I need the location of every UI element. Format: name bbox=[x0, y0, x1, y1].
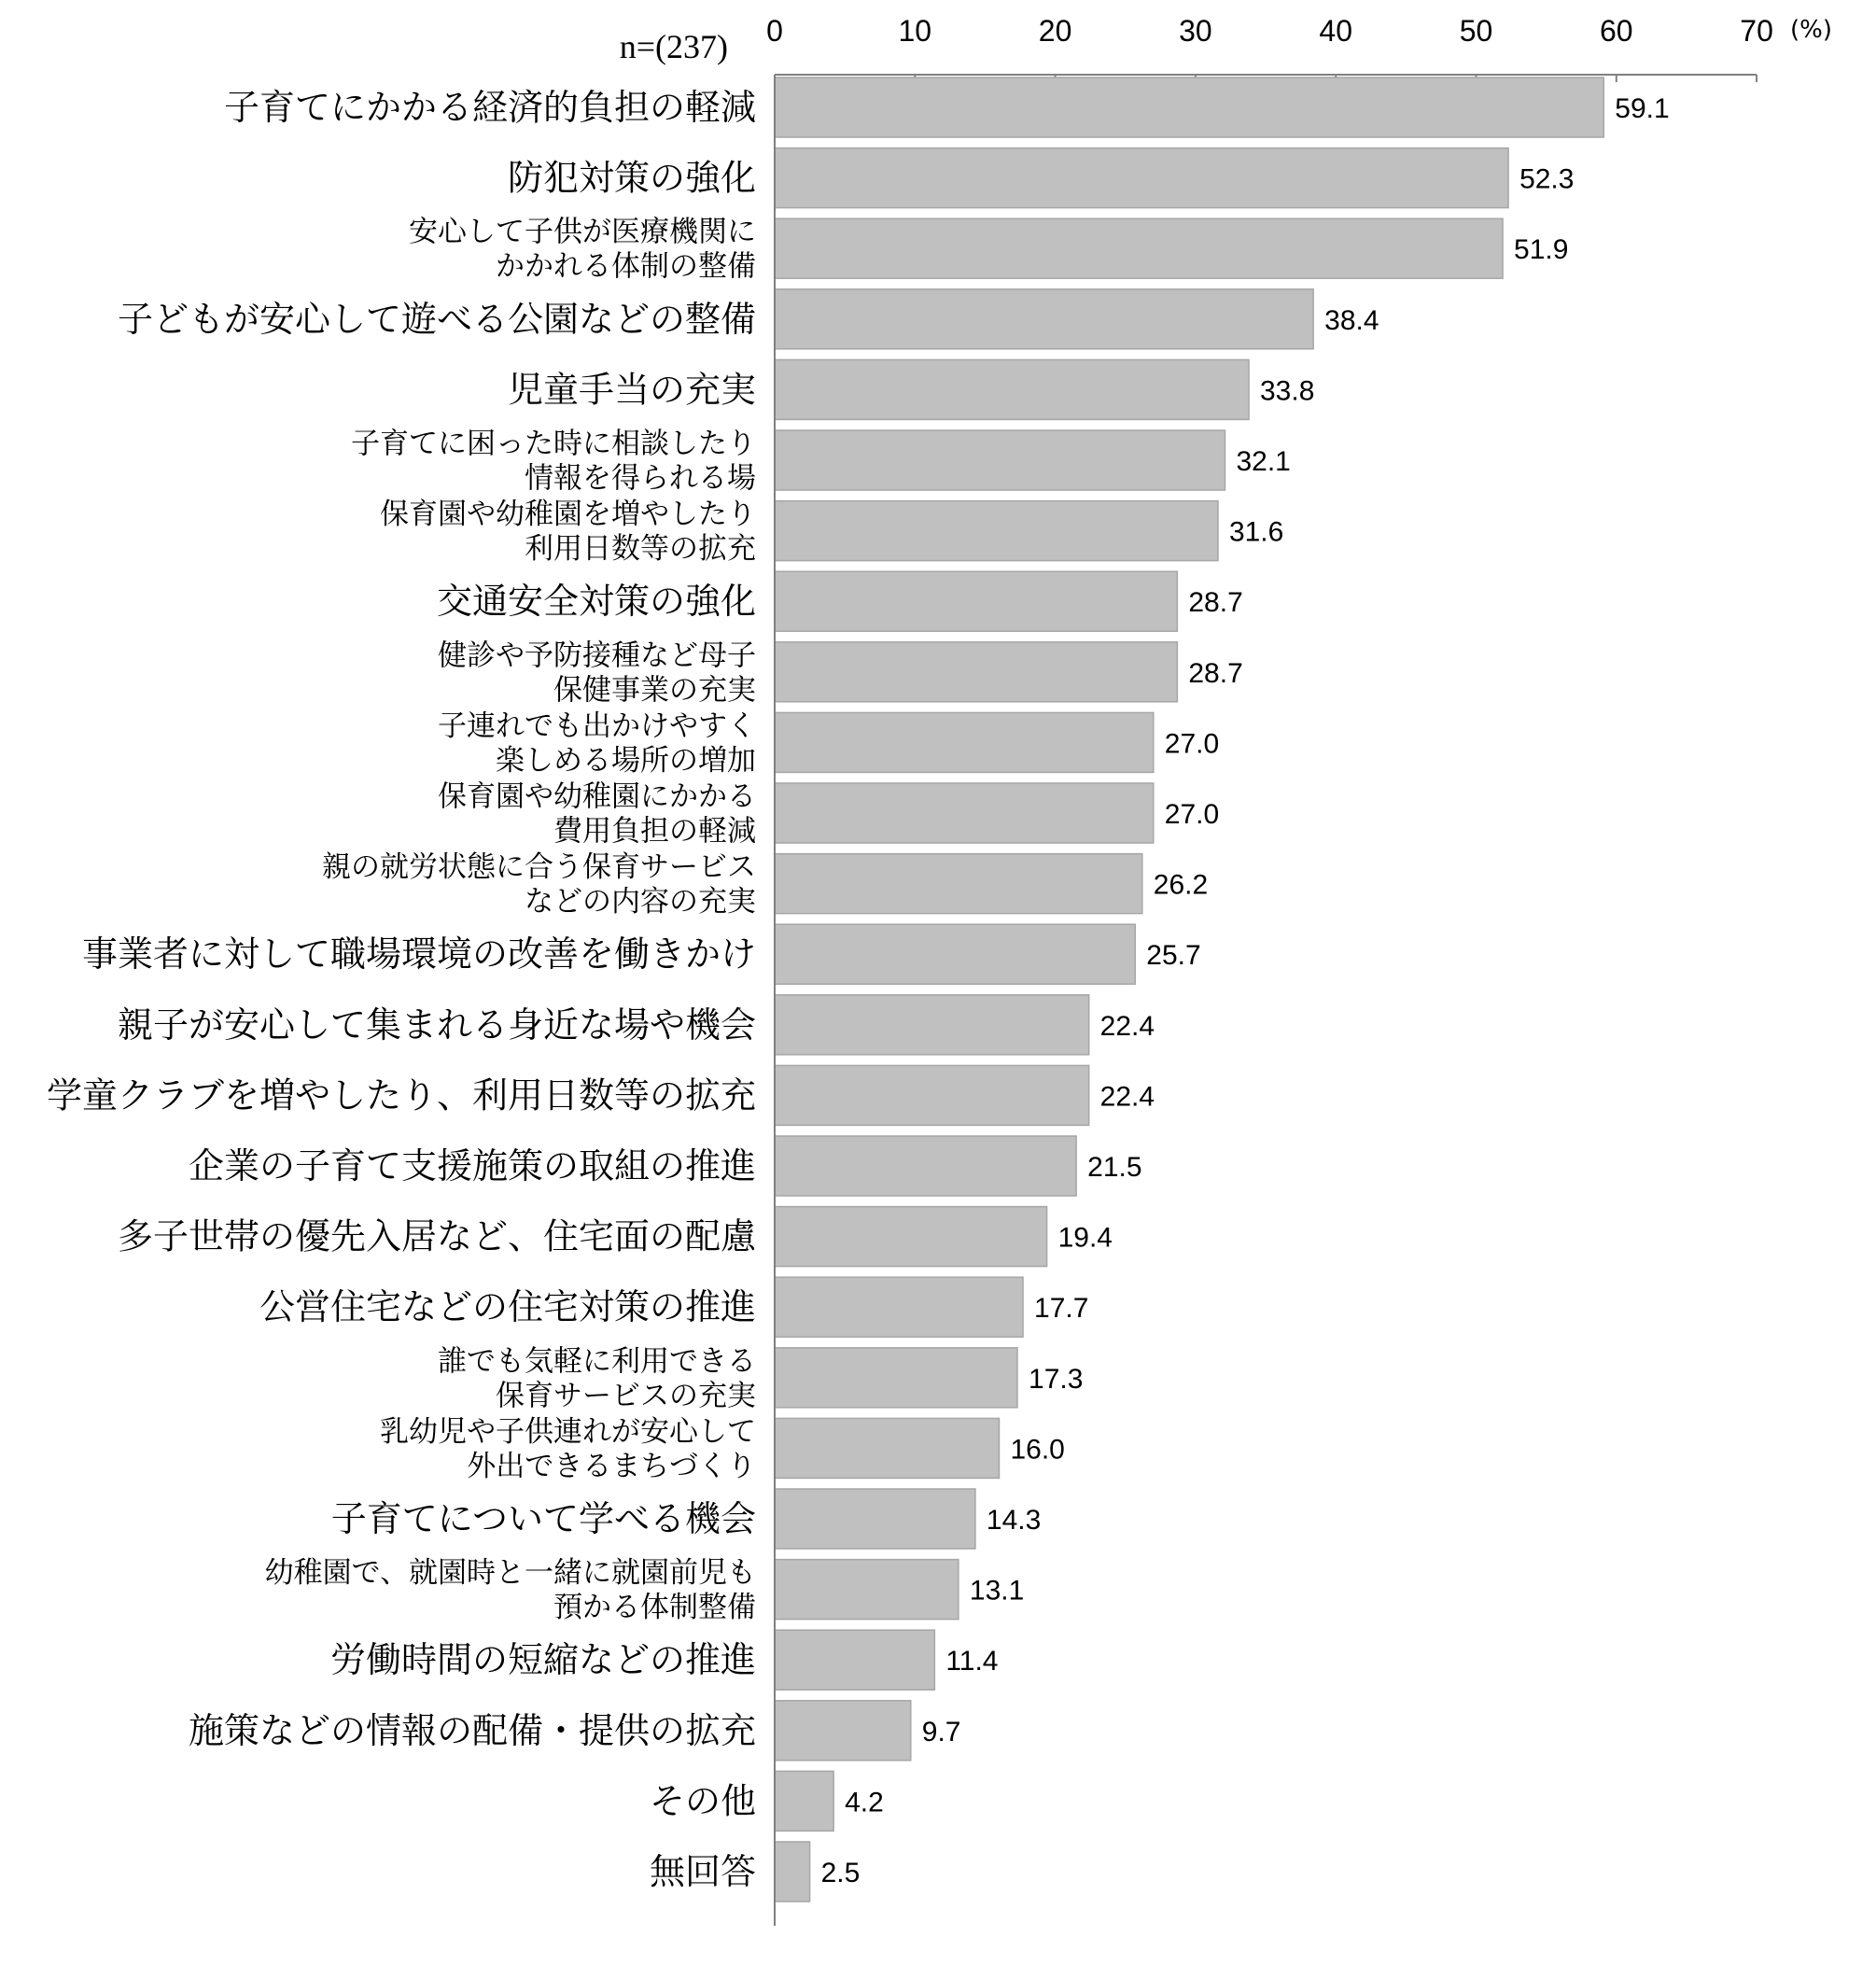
category-label: 企業の子育て支援施策の取組の推進 bbox=[188, 1145, 756, 1186]
category-label: 情報を得られる場 bbox=[525, 461, 756, 496]
bar-value-label: 11.4 bbox=[945, 1646, 999, 1677]
category-label: などの内容の充実 bbox=[525, 885, 756, 919]
category-label: 費用負担の軽減 bbox=[553, 814, 756, 849]
category-label: 交通安全対策の強化 bbox=[436, 581, 756, 623]
bar bbox=[775, 1489, 975, 1549]
bar bbox=[775, 995, 1089, 1055]
bar-value-label: 33.8 bbox=[1260, 375, 1315, 407]
bar bbox=[775, 1842, 810, 1902]
axis-unit-label: (%) bbox=[1790, 16, 1832, 44]
category-label: 楽しめる場所の増加 bbox=[496, 743, 756, 778]
bar-value-label: 22.4 bbox=[1099, 1081, 1155, 1113]
bar-value-label: 14.3 bbox=[986, 1505, 1042, 1536]
bar bbox=[775, 289, 1313, 349]
bar bbox=[775, 1630, 934, 1690]
category-label: 健診や予防接種など母子 bbox=[438, 639, 756, 673]
category-label: 公営住宅などの住宅対策の推進 bbox=[259, 1286, 756, 1328]
x-tick-label: 20 bbox=[1038, 14, 1072, 48]
x-tick-label: 30 bbox=[1179, 14, 1212, 48]
bar-value-label: 59.1 bbox=[1615, 93, 1670, 124]
bar bbox=[775, 77, 1603, 137]
category-label: 利用日数等の拡充 bbox=[525, 532, 756, 567]
bar-value-label: 28.7 bbox=[1188, 657, 1243, 689]
category-label: 事業者に対して職場環境の改善を働きかけ bbox=[81, 933, 756, 975]
bar bbox=[775, 1560, 959, 1620]
category-label: 乳幼児や子供連れが安心して bbox=[380, 1414, 756, 1449]
bar bbox=[775, 1136, 1076, 1196]
category-label: 保健事業の充実 bbox=[553, 673, 756, 708]
bar-value-label: 17.3 bbox=[1029, 1363, 1084, 1395]
category-label: 多子世帯の優先入居など、住宅面の配慮 bbox=[117, 1215, 756, 1257]
bar-value-label: 27.0 bbox=[1164, 799, 1220, 830]
bar-value-label: 2.5 bbox=[820, 1858, 861, 1888]
bar bbox=[775, 571, 1177, 631]
bar bbox=[775, 783, 1154, 843]
category-label: 誰でも気軽に利用できる bbox=[438, 1344, 756, 1379]
category-label: 安心して子供が医療機関に bbox=[409, 215, 756, 249]
x-tick-label: 40 bbox=[1319, 14, 1352, 48]
bar bbox=[775, 148, 1508, 208]
category-label: 幼稚園で、就園時と一緒に就園前児も bbox=[264, 1556, 756, 1591]
category-label: 保育園や幼稚園にかかる bbox=[438, 779, 756, 814]
bar-value-label: 25.7 bbox=[1146, 940, 1201, 972]
bar-value-label: 17.7 bbox=[1034, 1293, 1089, 1325]
category-label: かかれる体制の整備 bbox=[496, 249, 756, 284]
x-tick-label: 60 bbox=[1600, 14, 1633, 48]
bar-value-label: 13.1 bbox=[969, 1575, 1025, 1607]
category-label: 学童クラブを増やしたり、利用日数等の拡充 bbox=[46, 1074, 756, 1116]
bar-value-label: 31.6 bbox=[1228, 516, 1284, 548]
bar bbox=[775, 712, 1154, 772]
bar-value-label: 27.0 bbox=[1164, 728, 1220, 760]
bar bbox=[775, 642, 1177, 702]
bar-value-label: 22.4 bbox=[1099, 1010, 1155, 1042]
bar bbox=[775, 1065, 1089, 1125]
bar-value-label: 9.7 bbox=[921, 1716, 961, 1747]
category-label: 防犯対策の強化 bbox=[507, 157, 756, 199]
bar bbox=[775, 1701, 911, 1761]
category-label: 親の就労状態に合う保育サービス bbox=[322, 850, 756, 885]
bar-value-label: 28.7 bbox=[1188, 587, 1243, 619]
category-label: 子育てにかかる経済的負担の軽減 bbox=[223, 87, 756, 128]
bar-value-label: 52.3 bbox=[1519, 163, 1575, 195]
x-tick-label: 10 bbox=[898, 14, 932, 48]
bar bbox=[775, 854, 1142, 914]
bar-value-label: 51.9 bbox=[1514, 234, 1569, 266]
sample-size-label: n=(237) bbox=[619, 28, 728, 65]
category-label: 預かる体制整備 bbox=[553, 1591, 756, 1625]
category-label: 子育てについて学べる機会 bbox=[330, 1498, 756, 1539]
category-label: 施策などの情報の配備・提供の拡充 bbox=[188, 1709, 756, 1751]
category-label: 外出できるまちづくり bbox=[467, 1449, 756, 1483]
category-label: 親子が安心して集まれる身近な場や機会 bbox=[117, 1004, 756, 1046]
category-labels bbox=[47, 87, 757, 1892]
bar bbox=[775, 218, 1503, 278]
bar-value-label: 21.5 bbox=[1087, 1152, 1142, 1183]
bar-series bbox=[775, 77, 1670, 1902]
bar-value-label: 4.2 bbox=[845, 1787, 884, 1818]
x-axis bbox=[766, 14, 1773, 82]
x-tick-label: 0 bbox=[766, 14, 783, 48]
bar bbox=[775, 1207, 1047, 1267]
bar bbox=[775, 1771, 833, 1831]
bar bbox=[775, 501, 1218, 561]
category-label: 子どもが安心して遊べる公園などの整備 bbox=[117, 298, 756, 340]
bar-value-label: 32.1 bbox=[1236, 446, 1291, 477]
bar bbox=[775, 359, 1249, 419]
bar-value-label: 16.0 bbox=[1010, 1434, 1065, 1466]
category-label: 労働時間の短縮などの推進 bbox=[329, 1639, 756, 1681]
bar bbox=[775, 1277, 1023, 1337]
bar-value-label: 26.2 bbox=[1153, 869, 1209, 901]
bar-value-label: 19.4 bbox=[1057, 1222, 1113, 1254]
category-label: 子育てに困った時に相談したり bbox=[351, 427, 756, 461]
category-label: 保育園や幼稚園を増やしたり bbox=[380, 498, 756, 532]
category-label: その他 bbox=[649, 1780, 756, 1822]
bar bbox=[775, 1348, 1017, 1408]
x-tick-label: 70 bbox=[1740, 14, 1773, 48]
category-label: 無回答 bbox=[649, 1851, 756, 1892]
bar-value-label: 38.4 bbox=[1324, 304, 1379, 336]
category-label: 保育サービスの充実 bbox=[496, 1379, 756, 1413]
bar bbox=[775, 430, 1225, 490]
category-label: 児童手当の充実 bbox=[507, 369, 756, 411]
x-tick-label: 50 bbox=[1459, 14, 1493, 48]
bar bbox=[775, 924, 1135, 984]
bar bbox=[775, 1418, 999, 1478]
category-label: 子連れでも出かけやすく bbox=[438, 709, 756, 743]
